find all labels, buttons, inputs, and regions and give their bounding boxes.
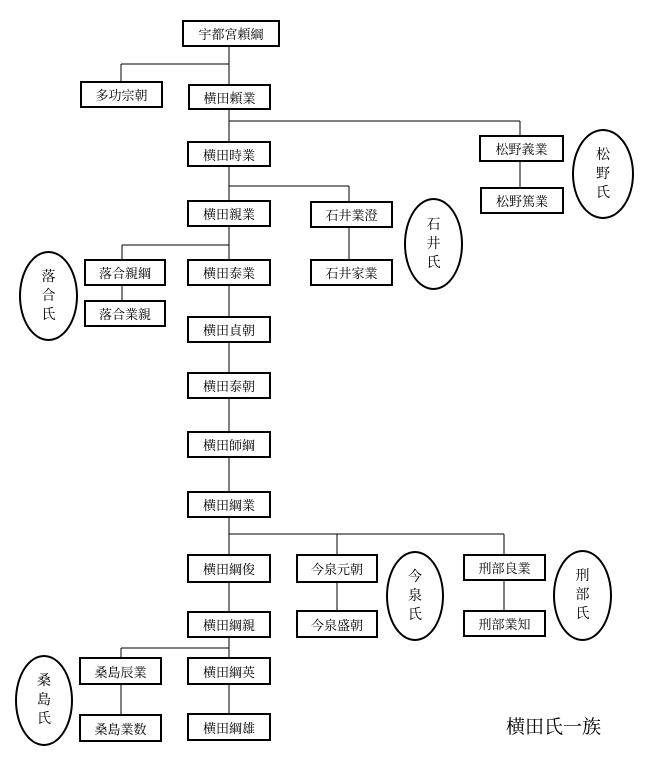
person-osakabe-yoshinari: 刑部良業: [463, 554, 546, 581]
person-imaizumi-moritomo: 今泉盛朝: [296, 610, 378, 638]
person-yokota-tsunachika: 横田綱親: [187, 611, 271, 638]
person-utsunomiya-yoritsuna: 宇都宮頼綱: [182, 20, 280, 47]
person-yokota-tsunatoshi: 横田綱俊: [187, 554, 271, 583]
person-ishii-ienari: 石井家業: [310, 259, 393, 286]
person-matsuno-atsunari: 松野篤業: [480, 187, 564, 214]
clan-label-ochiai: 落 合 氏: [19, 251, 78, 341]
person-matsuno-yoshinari: 松野義業: [479, 135, 564, 162]
person-kuwajima-narikazu: 桑島業数: [79, 714, 162, 742]
diagram-caption: 横田氏一族: [506, 716, 602, 738]
person-ishii-narisumi: 石井業澄: [310, 201, 393, 228]
person-yokota-tokinari: 横田時業: [187, 141, 271, 167]
person-yokota-yasunari: 横田泰業: [187, 259, 271, 286]
person-imaizumi-mototomo: 今泉元朝: [296, 554, 378, 583]
clan-label-kuwajima: 桑 島 氏: [15, 655, 73, 746]
person-yokota-tsunahide: 横田綱英: [187, 657, 271, 685]
person-yokota-tsunanari: 横田綱業: [187, 491, 271, 518]
person-yokota-chikanari: 横田親業: [187, 200, 271, 227]
clan-label-imaizumi: 今 泉 氏: [386, 551, 444, 641]
person-yokota-morotsuna: 横田師綱: [187, 431, 271, 458]
clan-label-osakabe: 刑 部 氏: [553, 550, 612, 641]
person-yokota-yasutomo: 横田泰朝: [187, 372, 271, 399]
person-yokota-yorinari: 横田頼業: [188, 84, 271, 110]
person-kuwajima-tatsunari: 桑島辰業: [79, 657, 162, 685]
person-takuko-munetomo: 多功宗朝: [80, 81, 163, 108]
person-ochiai-chikatsuna: 落合親綱: [84, 259, 166, 286]
clan-label-matsuno: 松 野 氏: [572, 129, 634, 219]
clan-label-ishii: 石 井 氏: [404, 198, 463, 290]
person-yokota-sadatomo: 横田貞朝: [187, 316, 271, 343]
person-yokota-tsunakatsu: 横田綱雄: [187, 713, 271, 741]
person-ochiai-narichika: 落合業親: [84, 300, 166, 327]
person-osakabe-naritomo: 刑部業知: [463, 610, 546, 637]
